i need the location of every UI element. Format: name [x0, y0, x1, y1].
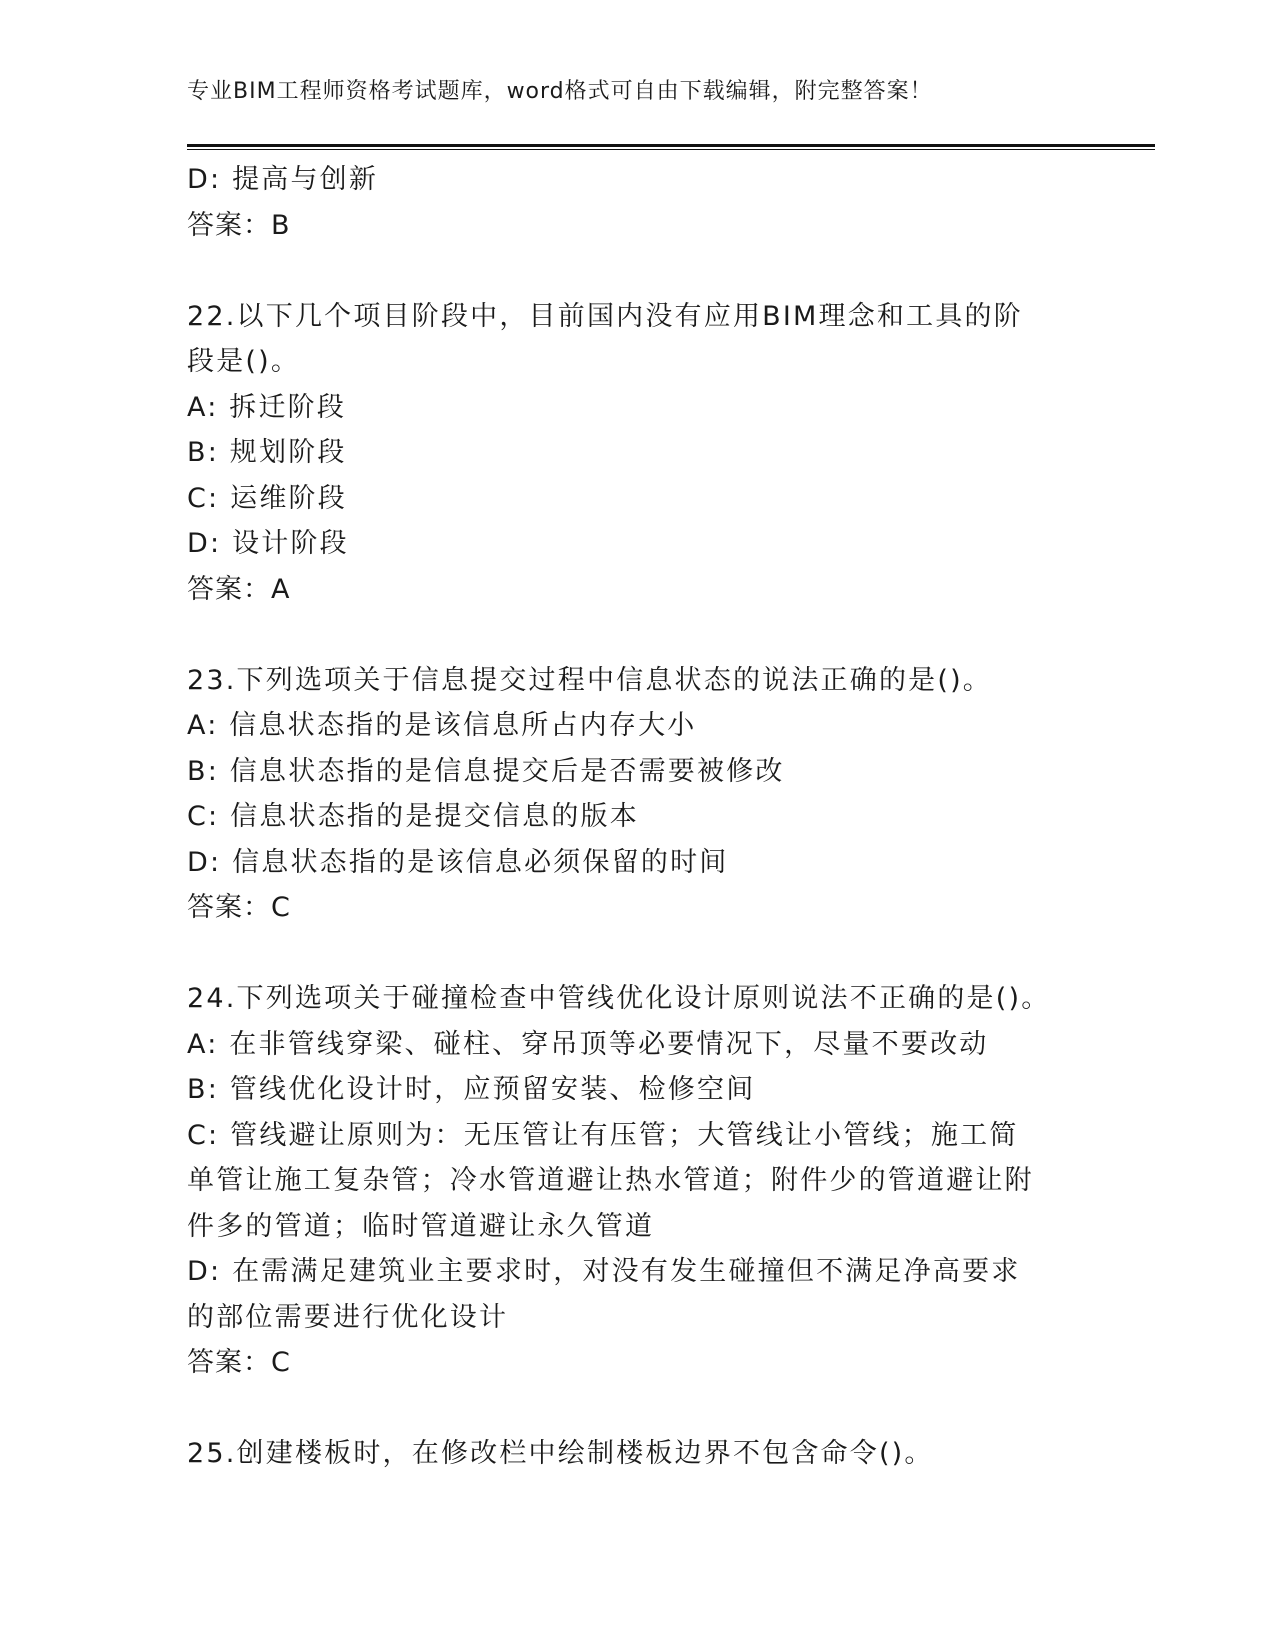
q24-option-d: D: 在需满足建筑业主要求时，对没有发生碰撞但不满足净高要求的部位需要进行优化设计	[187, 1256, 1021, 1333]
header-rule-thick	[187, 144, 1155, 147]
q23-option-b: B: 信息状态指的是信息提交后是否需要被修改	[187, 755, 785, 787]
q21-option-d: D: 提高与创新	[187, 164, 379, 195]
spacer	[187, 931, 1087, 977]
q22-option-b: B: 规划阶段	[187, 437, 347, 468]
q24-answer: 答案：C	[187, 1347, 291, 1378]
spacer	[187, 1386, 1087, 1432]
q23-option-a: A: 信息状态指的是该信息所占内存大小	[187, 710, 697, 741]
q22-stem: 22.以下几个项目阶段中，目前国内没有应用BIM理念和工具的阶段是()。	[187, 300, 1023, 377]
q22-option-c: C: 运维阶段	[187, 482, 347, 514]
q24-stem: 24.下列选项关于碰撞检查中管线优化设计原则说法不正确的是()。	[187, 983, 1051, 1014]
q25-stem: 25.创建楼板时，在修改栏中绘制楼板边界不包含命令()。	[187, 1438, 934, 1469]
page-header: 专业BIM工程师资格考试题库，word格式可自由下载编辑，附完整答案！	[187, 79, 933, 104]
question-content	[187, 157, 1087, 1477]
q22-option-a: A: 拆迁阶段	[187, 391, 347, 423]
spacer	[187, 612, 1087, 658]
q23-answer: 答案：C	[187, 892, 291, 923]
header-rule-thin	[187, 149, 1155, 150]
q22-answer: 答案：A	[187, 573, 291, 605]
q23-option-d: D: 信息状态指的是该信息必须保留的时间	[187, 846, 729, 878]
q24-option-c: C: 管线避让原则为：无压管让有压管；大管线让小管线；施工简单管让施工复杂管；冷水管道避让热水管道；附件少的管道避让附件多的管道；临时管道避让永久管道	[187, 1119, 1034, 1242]
spacer	[187, 248, 1087, 294]
q24-option-b: B: 管线优化设计时，应预留安装、检修空间	[187, 1074, 756, 1105]
q21-answer: 答案：B	[187, 209, 291, 241]
q23-option-c: C: 信息状态指的是提交信息的版本	[187, 801, 639, 832]
q24-option-a: A: 在非管线穿梁、碰柱、穿吊顶等必要情况下，尽量不要改动	[187, 1028, 989, 1060]
q22-option-d: D: 设计阶段	[187, 528, 349, 559]
q23-stem: 23.下列选项关于信息提交过程中信息状态的说法正确的是()。	[187, 664, 993, 696]
